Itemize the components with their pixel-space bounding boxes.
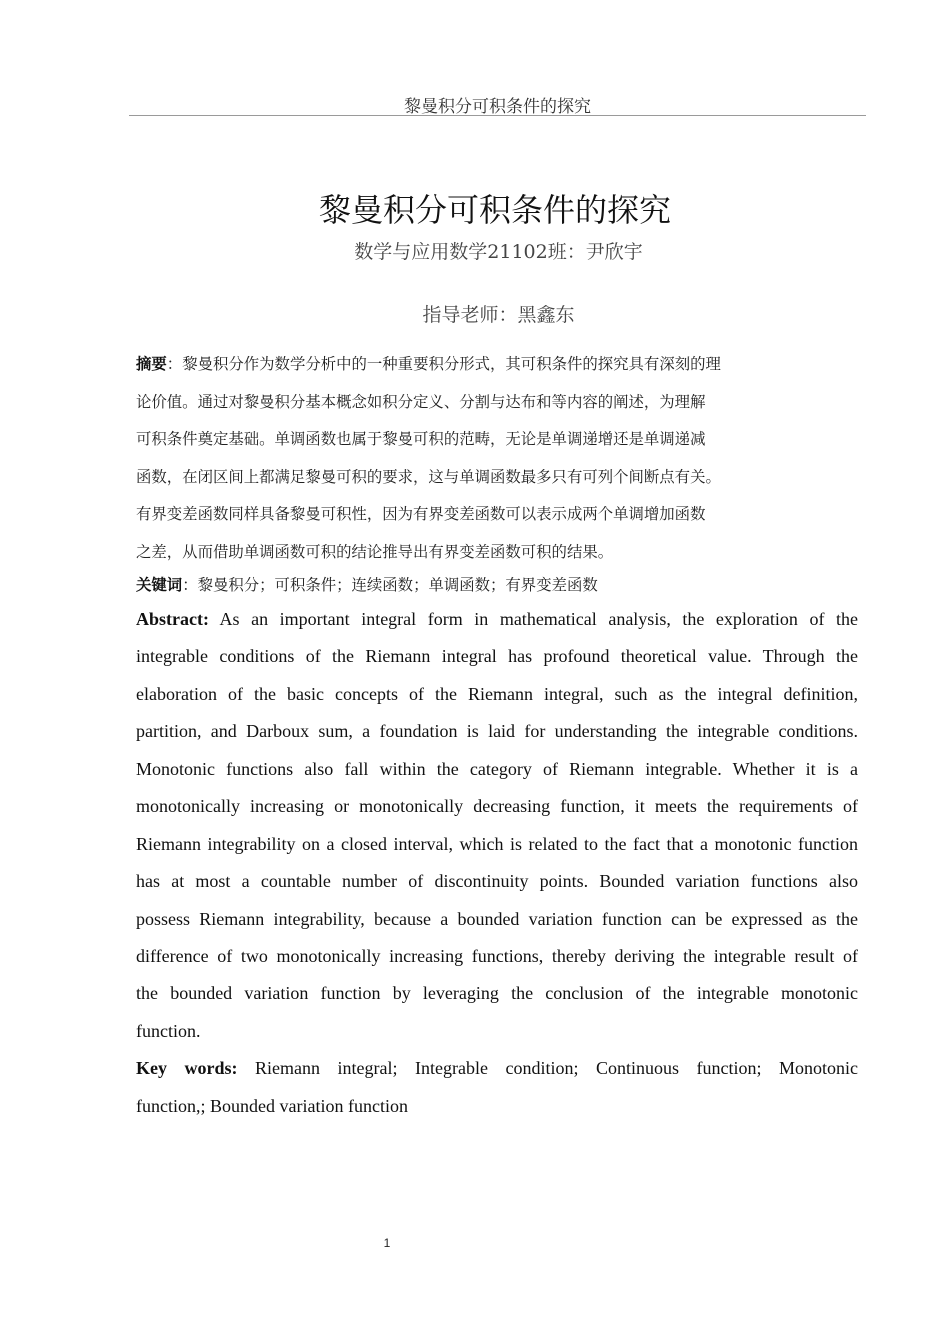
label-separator: ： — [166, 355, 183, 373]
english-keywords-label: Key words: — [136, 1058, 238, 1079]
label-separator: ： — [182, 576, 198, 594]
english-abstract-line: possess Riemann integrability, because a bounded variation function can be expressed as the — [136, 908, 858, 929]
english-abstract — [136, 601, 858, 1125]
english-abstract-line: function. — [136, 1020, 201, 1041]
english-abstract-line: Monotonic functions also fall within the category of Riemann integrable. Whether it is a — [136, 758, 858, 779]
english-abstract-line: difference of two monotonically increasing functions, thereby deriving the integrable result of — [136, 945, 858, 966]
chinese-abstract-line: 可积条件奠定基础。单调函数也属于黎曼可积的范畴，无论是单调递增还是单调递减 — [136, 430, 706, 448]
header-rule — [129, 115, 866, 116]
paper-title: 黎曼积分可积条件的探究 — [318, 191, 671, 229]
chinese-abstract-line: 之差，从而借助单调函数可积的结论推导出有界变差函数可积的结果。 — [136, 542, 614, 561]
english-abstract-line: Abstract: As an important integral form in mathematical analysis, the exploration of the — [136, 609, 858, 629]
english-abstract-line: integrable conditions of the Riemann integral has profound theoretical value. Through the — [136, 646, 858, 667]
chinese-keywords-label: 关键词 — [136, 576, 183, 594]
chinese-abstract-line: 摘要：黎曼积分作为数学分析中的一种重要积分形式，其可积条件的探究具有深刻的理 — [136, 355, 721, 373]
chinese-abstract — [136, 346, 878, 571]
english-keywords-line: function,; Bounded variation function — [136, 1095, 408, 1116]
chinese-abstract-line: 函数，在闭区间上都满足黎曼可积的要求，这与单调函数最多只有可列个间断点有关。 — [136, 467, 721, 486]
english-abstract-line: elaboration of the basic concepts of the Riemann integral, such as the integral definition, — [136, 683, 858, 704]
english-abstract-line: has at most a countable number of discontinuity points. Bounded variation functions also — [136, 871, 858, 892]
page-number: 1 — [383, 1236, 391, 1250]
chinese-keywords — [136, 567, 858, 603]
english-abstract-line: the bounded variation function by leveraging the conclusion of the integrable monotonic — [136, 983, 858, 1004]
chinese-abstract-line: 有界变差函数同样具备黎曼可积性，因为有界变差函数可以表示成两个单调增加函数 — [136, 505, 706, 523]
running-header: 黎曼积分可积条件的探究 — [404, 97, 591, 117]
advisor-line: 指导老师：黑鑫东 — [422, 304, 575, 326]
english-abstract-line: monotonically increasing or monotonically decreasing function, it meets the requirements of — [136, 796, 858, 817]
author-line: 数学与应用数学21102班：尹欣宇 — [354, 241, 643, 263]
english-abstract-label: Abstract: — [136, 609, 209, 629]
chinese-abstract-label: 摘要 — [136, 355, 167, 373]
chinese-keywords-text: 黎曼积分；可积条件；连续函数；单调函数；有界变差函数 — [197, 576, 598, 594]
chinese-abstract-line: 论价值。通过对黎曼积分基本概念如积分定义、分割与达布和等内容的阐述，为理解 — [136, 392, 706, 411]
english-abstract-line: Riemann integrability on a closed interval, which is related to the fact that a monotonic function — [136, 833, 858, 854]
english-abstract-line: partition, and Darboux sum, a foundation is laid for understanding the integrable conditions. — [136, 721, 858, 742]
english-keywords-line: Key words: Riemann integral; Integrable condition; Continuous function; Monotonic — [136, 1058, 858, 1079]
